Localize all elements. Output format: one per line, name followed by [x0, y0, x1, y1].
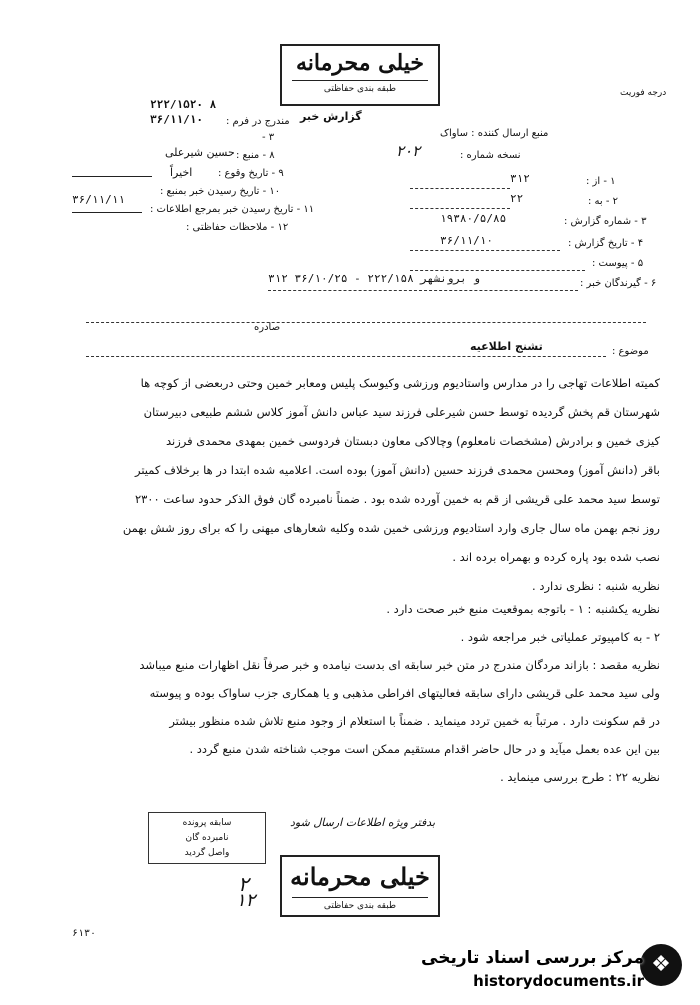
divider [410, 270, 585, 271]
note-22: نظریه ۲۲ : طرح بررسی مینماید . [500, 770, 660, 784]
body-line: باقر (دانش آموز) ومحسن محمدی فرزند حسین (دانش آموز) بوده است. اعلامیه شده ابتدا در ها برخلاف کمیتر [134, 463, 660, 477]
field-label: ۹ - تاریخ وقوع : [218, 168, 284, 179]
handwritten-note: بدفتر ویژه اطلاعات ارسال شود [290, 816, 436, 829]
note-destination: بین این عده بعمل میآید و در حال حاضر اقدام مستقیم ممکن است موجب شناخته شدن منبع گردد . [189, 742, 660, 756]
divider [86, 322, 646, 323]
occurrence-date: اخیراً [170, 166, 193, 179]
watermark-url: historydocuments.ir [473, 972, 644, 990]
margin-number: ۲ [238, 872, 249, 896]
field-label: ۳ - [262, 132, 275, 143]
watermark-title: مرکز بررسی اسناد تاریخی [421, 948, 644, 968]
field-label: ۱۱ - تاریخ رسیدن خبر بمرجع اطلاعات : [150, 204, 315, 215]
field-label: ۳ - شماره گزارش : [564, 216, 647, 227]
body-line: شهرستان قم پخش گردیده توسط حسن شیرعلی فرزند سید عباس دانش آموز کلاس ششم طبیعی دبیرستان [143, 405, 660, 419]
sig-line: واصل گردید [184, 848, 230, 858]
urgency-label: درجه فوریت [620, 88, 667, 98]
note-sunday-2: ۲ - به کامپیوتر عملیاتی خبر مراجعه شود . [460, 630, 660, 644]
note-destination: در قم سکونت دارد . مرتباً به خمین تردد مینماید . ضمناً با استعلام از وجود منبع تلاش شده منظور بیشتر [169, 714, 660, 728]
source-name: حسین شیرعلی [165, 146, 235, 159]
to-code: ۲۲ [510, 192, 524, 205]
divider [410, 188, 510, 189]
divider [410, 208, 510, 209]
classification-stamp-top [280, 44, 440, 106]
field-label: نسخه شماره : [460, 150, 521, 161]
from-code: ۳۱۲ [510, 172, 530, 185]
stamp-title: خیلی محرمانه [295, 50, 425, 76]
report-number: ۱۹۳۸۰/۵/۸۵ [440, 212, 507, 225]
field-label: ۱ - از : [586, 176, 616, 187]
signature-box [148, 812, 266, 864]
field-label: ۸ - منبع : [236, 150, 275, 161]
divider [72, 176, 152, 177]
field-label: ۲ - به : [588, 196, 619, 207]
field-label: مندرج در فرم : [226, 116, 290, 127]
field-label: ۵ - پیوست : [592, 258, 644, 269]
received-date: ۳۶/۱۱/۱۱ [72, 193, 125, 206]
divider [72, 212, 142, 213]
recipients: ۳۱۲ و برونشهر ۲۲۲/۱۵۸ - ۳۶/۱۰/۲۵ [268, 272, 480, 285]
field-label: ۴ - تاریخ گزارش : [568, 238, 644, 249]
sig-line: سابقه پرونده [182, 818, 232, 828]
ref-number: ۲۲۲/۱۵۲۰ ۸ [150, 98, 217, 111]
classification-stamp-bottom [280, 855, 440, 917]
book-icon: ❖ [640, 944, 682, 986]
stamp-subtitle: طبقه بندی حفاظتی [292, 897, 428, 914]
body-line: توسط سید محمد علی قریشی از قم به خمین آورده شده بود . ضمناً نامبرده گان فوق الذکر حدود ساعت ۲۳۰۰ [134, 492, 660, 506]
subject-value: تشنج اطلاعیه [470, 340, 543, 353]
note-sunday: نظریه یکشنبه : ۱ - باتوجه بموقعیت منبع خبر صحت دارد . [386, 602, 660, 616]
note-destination: نظریه مقصد : بازاند مردگان مندرج در متن خبر سابقه ای بدست نیامده و خبر صرفاً نقل اظهارات منبع میباشد [139, 658, 660, 672]
body-line: کمیته اطلاعات تهاجی را در مدارس واستادیوم ورزشی وکیوسک پلیس ومعابر خمین وحتی دربعضی از کوچه ها [140, 376, 660, 390]
stamp-title: خیلی محرمانه [290, 862, 430, 891]
report-title: گزارش خبر [300, 110, 362, 123]
divider [86, 356, 606, 357]
field-label: منبع ارسال کننده : ساواک [440, 128, 549, 139]
field-label: ۶ - گیرندگان خبر : [580, 278, 657, 289]
margin-number: ۱۲ [236, 890, 256, 911]
field-label: ۱۰ - تاریخ رسیدن خبر بمنبع : [160, 186, 281, 197]
subject-mark: صادره [254, 322, 281, 333]
note-saturday: نظریه شنبه : نظری ندارد . [532, 579, 660, 593]
sig-line: نامبرده گان [185, 833, 229, 843]
handwritten-mark: ٢٠٢ [396, 142, 421, 160]
body-line: نصب شده بود پاره کرده و بهمراه برده اند . [452, 550, 660, 564]
field-label: ۱۲ - ملاحظات حفاظتی : [186, 222, 289, 233]
divider [268, 290, 578, 291]
report-date: ۳۶/۱۱/۱۰ [440, 234, 493, 247]
note-destination: ولی سید محمد علی قریشی دارای سابقه فعالیتهای افراطی مذهبی و یا همکاری جزب ساواک بوده و پیوسته [149, 686, 660, 700]
body-line: روز نجم بهمن ماه سال جاری وارد استادیوم ورزشی خمین شده وکلیه شعارهای میهنی را که برای روز شش بهمن [122, 521, 660, 535]
divider [410, 250, 560, 251]
subject-label: موضوع : [612, 346, 649, 357]
ref-date: ۳۶/۱۱/۱۰ [150, 113, 203, 126]
stamp-subtitle: طبقه بندی حفاظتی [292, 80, 428, 97]
body-line: کیزی خمین و برادرش (مشخصات نامعلوم) وچالاکی معاون دبستان فردوسی خمین بمهدی محمدی فرزند [165, 434, 660, 448]
page-code: ۶۱۳۰ [72, 928, 97, 939]
